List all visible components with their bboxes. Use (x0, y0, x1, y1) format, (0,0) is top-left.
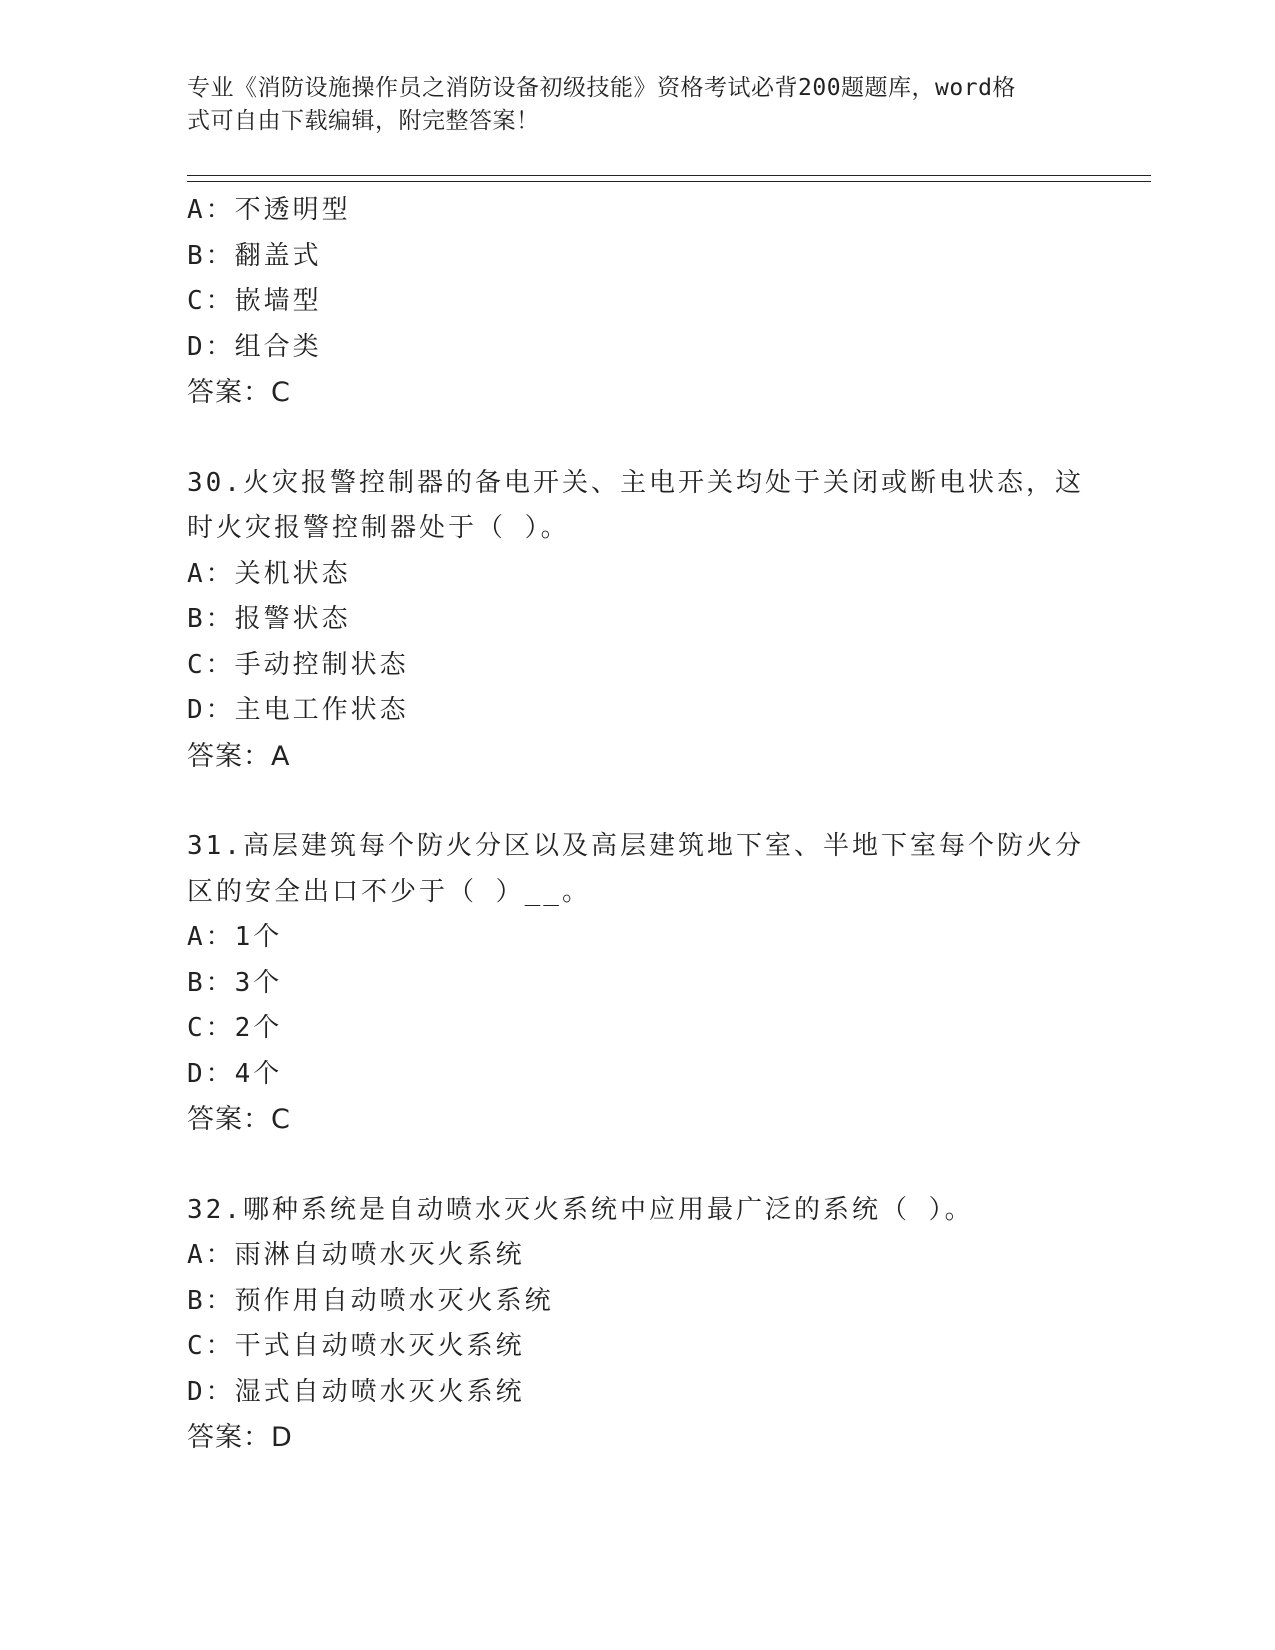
option-c: C：干式自动喷水灭火系统 (187, 1331, 525, 1361)
option-b: B：3个 (187, 967, 283, 998)
option-d: D：主电工作状态 (187, 695, 409, 725)
header-divider-top (187, 175, 1151, 176)
question-block-31 (187, 824, 1087, 1143)
question-block-30 (187, 461, 1087, 780)
question-stem-line-1: 32.哪种系统是自动喷水灭火系统中应用最广泛的系统（ ）。 (187, 1194, 974, 1225)
option-b: B：预作用自动喷水灭火系统 (187, 1285, 554, 1316)
option-a: A：关机状态 (187, 558, 351, 589)
option-d: D：湿式自动喷水灭火系统 (187, 1376, 525, 1407)
question-stem-line-1: 31.高层建筑每个防火分区以及高层建筑地下室、半地下室每个防火分 (187, 831, 1084, 861)
option-b: B：报警状态 (187, 604, 351, 634)
spacer (187, 779, 1087, 824)
question-block-32 (187, 1188, 1087, 1461)
option-a: A：不透明型 (187, 195, 351, 225)
option-a: A：1个 (187, 922, 283, 952)
option-c: C：手动控制状态 (187, 649, 409, 680)
answer-line: 答案：C (187, 1104, 291, 1135)
header-line-1: 专业《消防设施操作员之消防设备初级技能》资格考试必背200题题库，word格 (187, 75, 1016, 101)
option-d: D：组合类 (187, 331, 322, 362)
option-b: B：翻盖式 (187, 240, 322, 271)
header-divider-bottom (187, 181, 1151, 182)
header-line-2: 式可自由下载编辑，附完整答案！ (187, 108, 540, 134)
question-list (187, 188, 1087, 1461)
spacer (187, 1143, 1087, 1188)
question-stem-line-2: 时火灾报警控制器处于（ ）。 (187, 513, 570, 543)
option-c: C：嵌墙型 (187, 286, 322, 316)
document-header (187, 72, 1067, 138)
answer-line: 答案：D (187, 1422, 293, 1453)
question-block-partial (187, 188, 1087, 416)
option-c: C：2个 (187, 1013, 283, 1043)
question-stem-line-2: 区的安全出口不少于（ ）__。 (187, 876, 591, 907)
answer-line: 答案：A (187, 740, 291, 772)
option-a: A：雨淋自动喷水灭火系统 (187, 1240, 525, 1270)
answer-line: 答案：C (187, 377, 291, 408)
spacer (187, 416, 1087, 461)
question-stem-line-1: 30.火灾报警控制器的备电开关、主电开关均处于关闭或断电状态，这 (187, 467, 1084, 498)
option-d: D：4个 (187, 1058, 283, 1089)
